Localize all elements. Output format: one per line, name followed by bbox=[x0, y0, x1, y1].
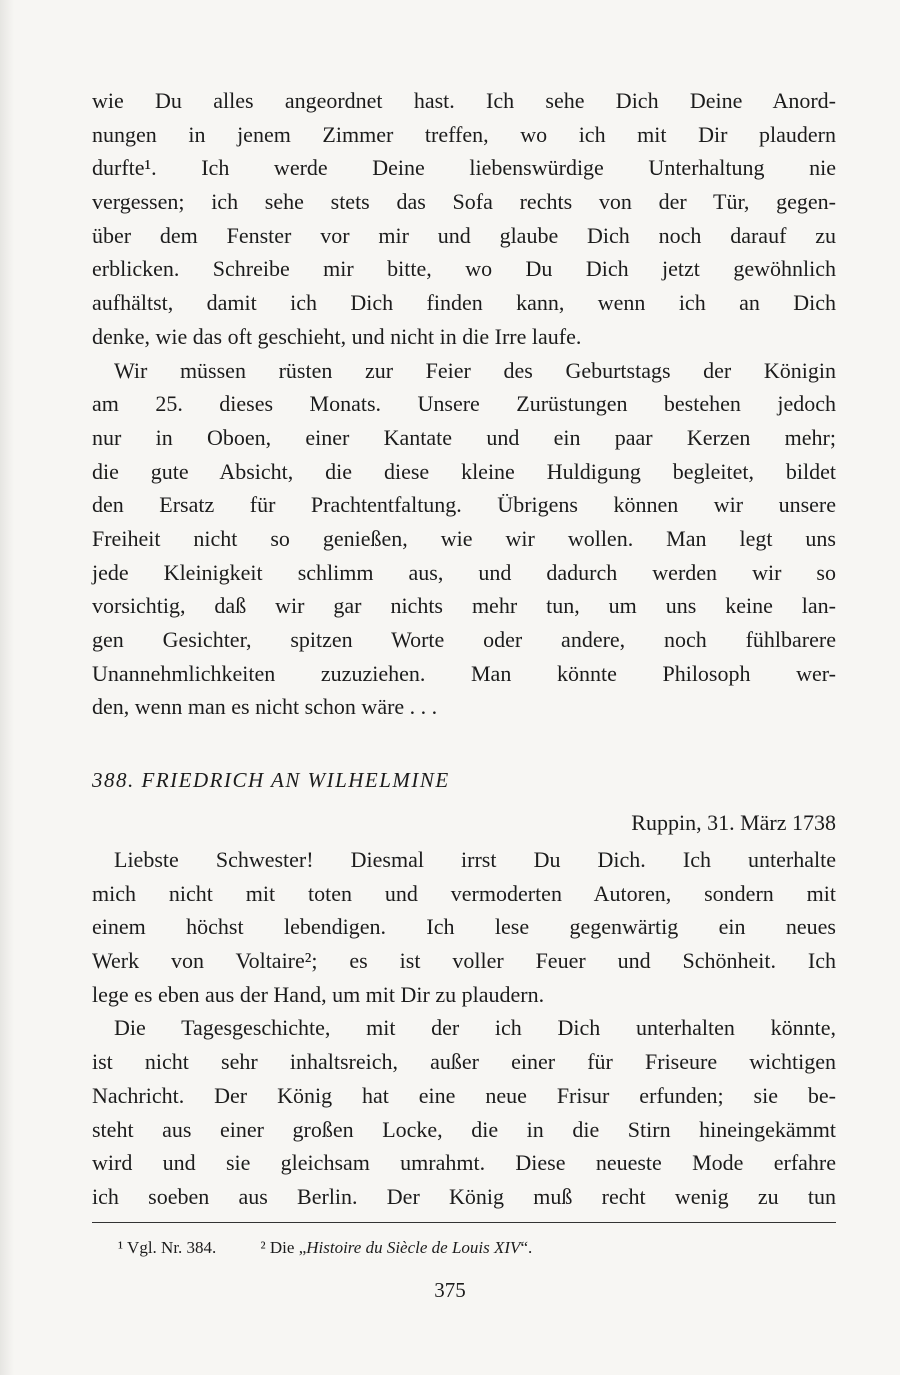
text-line: steht aus einer großen Locke, die in die Stirn hineingekämmt bbox=[92, 1116, 836, 1142]
text-line: nungen in jenem Zimmer treffen, wo ich mit Dir plaudern bbox=[92, 121, 836, 147]
text-line: ist nicht sehr inhaltsreich, außer einer für Friseure wichtigen bbox=[92, 1049, 836, 1075]
footnotes bbox=[118, 1238, 532, 1258]
text-line: die gute Absicht, die diese kleine Huldigung begleitet, bildet bbox=[92, 458, 836, 484]
text-line: über dem Fenster vor mir und glaube Dich noch darauf zu bbox=[92, 222, 836, 248]
page-edge-shadow bbox=[0, 0, 14, 1375]
text-line: vorsichtig, daß wir gar nichts mehr tun, um uns keine lan- bbox=[92, 593, 836, 619]
text-line: wie Du alles angeordnet hast. Ich sehe Dich Deine Anord- bbox=[92, 88, 836, 113]
text-line: Unannehmlichkeiten zuzuziehen. Man könnte Philosoph wer- bbox=[92, 660, 836, 686]
text-line: Freiheit nicht so genießen, wie wir wollen. Man legt uns bbox=[92, 525, 836, 551]
text-line: Wir müssen rüsten zur Feier des Geburtstags der Königin bbox=[114, 357, 836, 383]
text-line: den Ersatz für Prachtentfaltung. Übrigens können wir unsere bbox=[92, 492, 836, 518]
text-line: jede Kleinigkeit schlimm aus, und dadurch werden wir so bbox=[92, 559, 836, 585]
text-line: den, wenn man es nicht schon wäre . . . bbox=[92, 694, 438, 720]
text-line: am 25. dieses Monats. Unsere Zurüstungen bestehen jedoch bbox=[92, 391, 836, 417]
page-number: 375 bbox=[434, 1278, 466, 1302]
text-line: Nachricht. Der König hat eine neue Frisur erfunden; sie be- bbox=[92, 1082, 836, 1108]
text-block-top bbox=[92, 84, 836, 724]
text-line: mich nicht mit toten und vermoderten Autoren, sondern mit bbox=[92, 880, 836, 906]
footnote-2-title: Histoire du Siècle de Louis XIV bbox=[306, 1238, 521, 1257]
text-line: Die Tagesgeschichte, mit der ich Dich unterhalten könnte, bbox=[114, 1015, 836, 1041]
text-line: erblicken. Schreibe mir bitte, wo Du Dich jetzt gewöhnlich bbox=[92, 256, 836, 282]
text-line: lege es eben aus der Hand, um mit Dir zu plaudern. bbox=[92, 981, 545, 1007]
footnote-rule bbox=[92, 1222, 836, 1223]
text-line: aufhältst, damit ich Dich finden kann, wenn ich an Dich bbox=[92, 290, 836, 316]
text-line: ich soeben aus Berlin. Der König muß recht wenig zu tun bbox=[92, 1183, 836, 1209]
text-line: Werk von Voltaire²; es ist voller Feuer und Schönheit. Ich bbox=[92, 948, 836, 974]
text-line: durfte¹. Ich werde Deine liebenswürdige Unterhaltung nie bbox=[92, 155, 836, 181]
footnote-2-prefix: ² Die „ bbox=[260, 1238, 307, 1257]
text-line: gen Gesichter, spitzen Worte oder andere, noch fühlbarere bbox=[92, 627, 836, 652]
text-line: Liebste Schwester! Diesmal irrst Du Dich. Ich unterhalte bbox=[114, 847, 836, 872]
footnote-2-suffix: “. bbox=[520, 1238, 533, 1257]
letter-heading: 388. FRIEDRICH AN WILHELMINE bbox=[92, 768, 450, 792]
text-line: vergessen; ich sehe stets das Sofa rechts von der Tür, gegen- bbox=[92, 189, 836, 215]
dateline: Ruppin, 31. März 1738 bbox=[631, 810, 836, 835]
footnote-1: ¹ Vgl. Nr. 384. bbox=[118, 1238, 217, 1257]
text-line: einem höchst lebendigen. Ich lese gegenwärtig ein neues bbox=[92, 914, 836, 940]
text-block-bottom bbox=[92, 843, 836, 1214]
text-line: wird und sie gleichsam umrahmt. Diese neueste Mode erfahre bbox=[92, 1150, 836, 1176]
text-line: denke, wie das oft geschieht, und nicht in die Irre laufe. bbox=[92, 323, 582, 349]
footnote-2 bbox=[261, 1238, 533, 1257]
text-line: nur in Oboen, einer Kantate und ein paar Kerzen mehr; bbox=[92, 424, 836, 450]
